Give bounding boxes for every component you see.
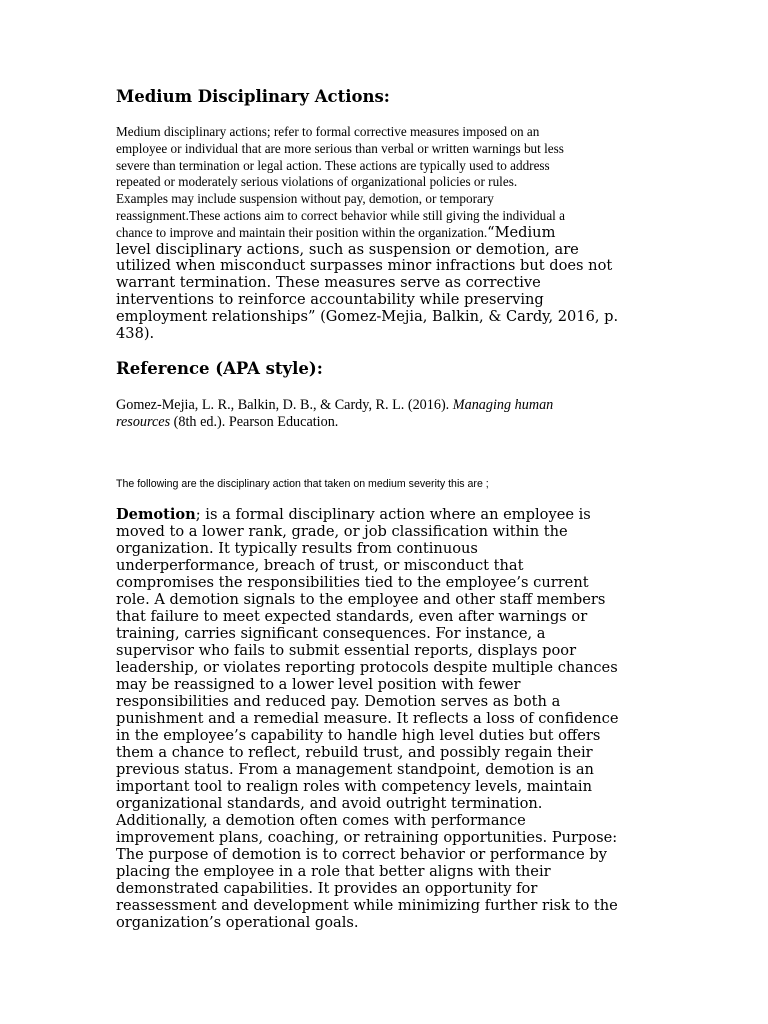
text-line: Additionally, a demotion often comes with performance — [116, 812, 526, 829]
quote-line: utilized when misconduct surpasses minor infractions but does not — [116, 257, 613, 275]
text-line: organization’s operational goals. — [116, 914, 359, 931]
text-line: that failure to meet expected standards, even after warnings or — [116, 608, 588, 625]
reference-line — [116, 397, 656, 414]
text-line: them a chance to reflect, rebuild trust, and possibly regain their — [116, 744, 593, 761]
text-line: Medium disciplinary actions; refer to formal corrective measures imposed on an — [116, 124, 540, 139]
text-line: severe than termination or legal action. These actions are typically used to address — [116, 157, 550, 173]
heading-reference: Reference (APA style): — [116, 359, 323, 378]
text-line: role. A demotion signals to the employee and other staff members — [116, 591, 606, 608]
text-fragment: chance to improve and maintain their position within the organization. — [116, 224, 488, 240]
text-line: organizational standards, and avoid outright termination. — [116, 795, 543, 812]
text-line: leadership, or violates reporting protocols despite multiple chances — [116, 659, 618, 676]
text-line: reassignment.These actions aim to correct behavior while still giving the individual a — [116, 207, 565, 223]
reference-title: Managing human — [452, 397, 554, 413]
quote-line: 438). — [116, 324, 155, 342]
text-line: punishment and a remedial measure. It reflects a loss of confidence — [116, 710, 619, 727]
text-line: underperformance, breach of trust, or misconduct that — [116, 557, 524, 574]
text-line — [116, 506, 656, 523]
reference-title-cont: resources — [116, 414, 171, 430]
text-fragment: ; is a formal disciplinary action where an employee is — [195, 506, 591, 523]
reference-line — [116, 414, 656, 431]
text-line: demonstrated capabilities. It provides an opportunity for — [116, 880, 538, 897]
text-line: improvement plans, coaching, or retraining opportunities. Purpose: — [116, 829, 618, 846]
heading-medium-disciplinary-actions: Medium Disciplinary Actions: — [116, 87, 390, 106]
reference-authors: Gomez-Mejia, L. R., Balkin, D. B., & Cardy, R. L. (2016). — [116, 397, 453, 413]
text-line: moved to a lower rank, grade, or job classification within the — [116, 523, 568, 540]
text-line: employee or individual that are more serious than verbal or written warnings but less — [116, 140, 564, 156]
text-line: previous status. From a management standpoint, demotion is an — [116, 761, 594, 778]
text-line-mixed — [116, 225, 656, 242]
quote-start: “Medium — [487, 223, 556, 241]
text-line: reassessment and development while minimizing further risk to the — [116, 897, 618, 914]
paragraph-medium-disciplinary — [116, 124, 656, 342]
text-line: may be reassigned to a lower level position with fewer — [116, 676, 521, 693]
text-line: important tool to realign roles with competency levels, maintain — [116, 778, 592, 795]
text-line: The purpose of demotion is to correct behavior or performance by — [116, 846, 607, 863]
text-line: training, carries significant consequences. For instance, a — [116, 625, 546, 642]
paragraph-demotion — [116, 506, 656, 931]
reference-entry — [116, 397, 656, 431]
text-line: supervisor who fails to submit essential reports, displays poor — [116, 642, 577, 659]
quote-line: warrant termination. These measures serve as corrective — [116, 274, 541, 292]
text-line: placing the employee in a role that better aligns with their — [116, 863, 551, 880]
text-line: Examples may include suspension without pay, demotion, or temporary — [116, 191, 494, 207]
intro-sentence: The following are the disciplinary action that taken on medium severity this are ; — [116, 478, 489, 490]
quote-line: level disciplinary actions, such as suspension or demotion, are — [116, 240, 579, 258]
text-line: responsibilities and reduced pay. Demotion serves as both a — [116, 693, 561, 710]
text-line: in the employee’s capability to handle high level duties but offers — [116, 727, 601, 744]
reference-publisher: (8th ed.). Pearson Education. — [170, 414, 339, 430]
quote-line: employment relationships” (Gomez-Mejia, Balkin, & Cardy, 2016, p. — [116, 307, 619, 325]
text-line: organization. It typically results from continuous — [116, 540, 478, 557]
term-demotion: Demotion — [116, 506, 196, 523]
text-line: repeated or moderately serious violations of organizational policies or rules. — [116, 174, 518, 190]
text-line: compromises the responsibilities tied to the employee’s current — [116, 574, 589, 591]
quote-line: interventions to reinforce accountability while preserving — [116, 290, 544, 308]
